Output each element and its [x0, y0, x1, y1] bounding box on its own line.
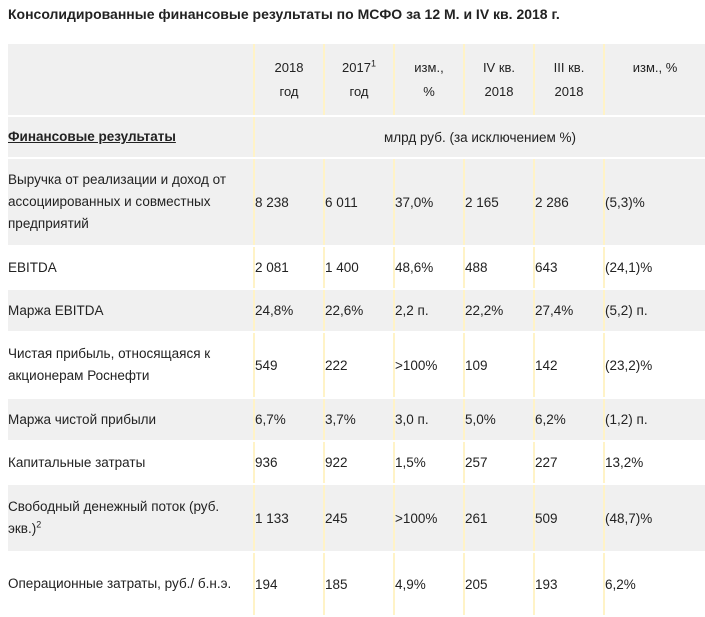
- cell-q-change: (23,2)%: [604, 332, 705, 398]
- cell-q3: 142: [534, 332, 604, 398]
- header-q3-sub: 2018: [554, 83, 584, 99]
- table-row: [8, 289, 705, 332]
- header-q4: [464, 44, 534, 116]
- row-label: [8, 484, 254, 552]
- cell-q3: 643: [534, 246, 604, 289]
- row-label: Маржа EBITDA: [8, 289, 254, 332]
- header-2017-footnote: 1: [370, 58, 376, 69]
- cell-2017: 3,7%: [324, 398, 394, 441]
- cell-q-change: (48,7)%: [604, 484, 705, 552]
- cell-q4: 488: [464, 246, 534, 289]
- header-q3-label: III кв.: [553, 59, 585, 75]
- cell-2018: 936: [254, 441, 324, 484]
- table-row: [8, 552, 705, 616]
- cell-q-change: 13,2%: [604, 441, 705, 484]
- row-label: Маржа чистой прибыли: [8, 398, 254, 441]
- cell-2017: 185: [324, 552, 394, 616]
- cell-q-change: (5,3)%: [604, 158, 705, 246]
- section-label: Финансовые результаты: [8, 129, 176, 144]
- header-q-change: [604, 44, 705, 116]
- header-q-change-label: изм., %: [632, 60, 678, 75]
- header-change: [394, 44, 464, 116]
- header-q3: [534, 44, 604, 116]
- cell-q3: 2 286: [534, 158, 604, 246]
- header-2017-sub: год: [349, 83, 369, 99]
- header-empty-cell: [8, 44, 254, 116]
- header-change-sub: %: [423, 83, 435, 99]
- header-q4-label: IV кв.: [482, 59, 516, 75]
- row-label-text: Свободный денежный поток (руб. экв.): [8, 499, 220, 536]
- table-row: [8, 484, 705, 552]
- cell-change: 3,0 п.: [394, 398, 464, 441]
- cell-change: 4,9%: [394, 552, 464, 616]
- table-row: [8, 441, 705, 484]
- cell-change: 48,6%: [394, 246, 464, 289]
- header-2017-label: 2017: [342, 59, 371, 75]
- cell-change: 1,5%: [394, 441, 464, 484]
- cell-2017: 1 400: [324, 246, 394, 289]
- cell-q4: 261: [464, 484, 534, 552]
- page-title: Консолидированные финансовые результаты по МСФО за 12 М. и IV кв. 2018 г.: [8, 6, 560, 22]
- cell-change: 2,2 п.: [394, 289, 464, 332]
- cell-2018: 194: [254, 552, 324, 616]
- header-2018-label: 2018: [274, 59, 304, 75]
- cell-2017: 222: [324, 332, 394, 398]
- table-row: [8, 246, 705, 289]
- cell-2018: 24,8%: [254, 289, 324, 332]
- cell-q4: 109: [464, 332, 534, 398]
- cell-q-change: (24,1)%: [604, 246, 705, 289]
- row-label: Чистая прибыль, относящаяся к акционерам Роснефти: [8, 332, 254, 398]
- cell-q3: 509: [534, 484, 604, 552]
- row-label: Капитальные затраты: [8, 441, 254, 484]
- cell-2017: 6 011: [324, 158, 394, 246]
- cell-2018: 2 081: [254, 246, 324, 289]
- cell-q-change: (1,2) п.: [604, 398, 705, 441]
- row-label: Операционные затраты, руб./ б.н.э.: [8, 552, 254, 616]
- cell-q3: 6,2%: [534, 398, 604, 441]
- cell-change: 37,0%: [394, 158, 464, 246]
- section-label-cell: [8, 116, 254, 158]
- cell-q4: 5,0%: [464, 398, 534, 441]
- financial-results-table: [8, 44, 705, 617]
- cell-2018: 6,7%: [254, 398, 324, 441]
- table-row: [8, 158, 705, 246]
- cell-2018: 8 238: [254, 158, 324, 246]
- table-header-row: [8, 44, 705, 116]
- cell-2017: 245: [324, 484, 394, 552]
- header-change-label: изм.,: [414, 59, 444, 75]
- cell-q4: 2 165: [464, 158, 534, 246]
- header-2017: [324, 44, 394, 116]
- header-q4-sub: 2018: [484, 83, 514, 99]
- header-2018: [254, 44, 324, 116]
- row-label-footnote: 2: [36, 519, 42, 530]
- row-label: Выручка от реализации и доход от ассоциированных и совместных предприятий: [8, 158, 254, 246]
- cell-q3: 27,4%: [534, 289, 604, 332]
- cell-q3: 227: [534, 441, 604, 484]
- cell-2017: 22,6%: [324, 289, 394, 332]
- section-row: [8, 116, 705, 158]
- section-units: млрд руб. (за исключением %): [254, 116, 705, 158]
- cell-q4: 257: [464, 441, 534, 484]
- row-label: EBITDA: [8, 246, 254, 289]
- cell-2018: 549: [254, 332, 324, 398]
- cell-q-change: 6,2%: [604, 552, 705, 616]
- header-2018-sub: год: [279, 83, 299, 99]
- cell-q3: 193: [534, 552, 604, 616]
- cell-change: >100%: [394, 484, 464, 552]
- cell-q-change: (5,2) п.: [604, 289, 705, 332]
- cell-q4: 22,2%: [464, 289, 534, 332]
- table-row: [8, 398, 705, 441]
- cell-q4: 205: [464, 552, 534, 616]
- cell-2018: 1 133: [254, 484, 324, 552]
- table-row: [8, 332, 705, 398]
- cell-2017: 922: [324, 441, 394, 484]
- cell-change: >100%: [394, 332, 464, 398]
